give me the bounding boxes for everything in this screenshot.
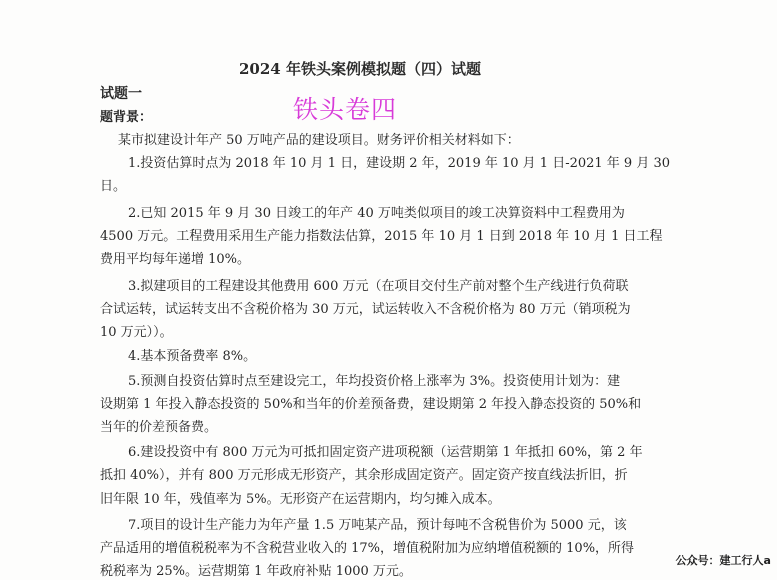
text-line: 2.已知 2015 年 9 月 30 日竣工的年产 40 万吨类似项目的竣工决算资料中工程费用为 (128, 206, 625, 221)
text-line: 某市拟建设计年产 50 万吨产品的建设项目。财务评价相关材料如下： (118, 133, 520, 148)
text-line: 抵扣 40%），并有 800 万元形成无形资产，其余形成固定资产。固定资产按直线法折旧，折 (100, 468, 628, 483)
page-title: 2024 年铁头案例模拟题（四）试题 (239, 60, 481, 78)
wechat-account-label: 公众号：建工行人a (675, 554, 771, 567)
text-line: 设期第 1 年投入静态投资的 50%和当年的价差预备费，建设期第 2 年投入静态投资的 50%和 (100, 397, 642, 412)
text-line: 当年的价差预备费。 (100, 420, 218, 435)
text-line: 费用平均每年递增 10%。 (100, 252, 251, 267)
section-heading: 试题一 (100, 86, 142, 102)
text-line: 6.建设投资中有 800 万元为可抵扣固定资产进项税额（运营期第 1 年抵扣 60%，第 2 年 (128, 445, 643, 460)
text-line: 4.基本预备费率 8%。 (128, 349, 257, 364)
text-line: 产品适用的增值税税率为不含税营业收入的 17%，增值税附加为应纳增值税额的 10%，所得 (100, 541, 635, 556)
text-line: 日。 (100, 179, 127, 194)
text-line: 旧年限 10 年，残值率为 5%。无形资产在运营期内，均匀摊入成本。 (100, 492, 501, 507)
text-line: 4500 万元。工程费用采用生产能力指数法估算，2015 年 10 月 1 日到 2018 年 10 月 1 日工程 (100, 229, 663, 244)
text-line: 税税率为 25%。运营期第 1 年政府补贴 1000 万元。 (100, 564, 412, 579)
background-label: 题背景： (100, 110, 153, 125)
text-line: 7.项目的设计生产能力为年产量 1.5 万吨某产品，预计每吨不含税售价为 5000 元，该 (128, 518, 627, 533)
text-line: 10 万元））。 (100, 325, 173, 340)
text-line: 1.投资估算时点为 2018 年 10 月 1 日，建设期 2 年，2019 年 10 月 1 日-2021 年 9 月 30 (128, 156, 671, 171)
text-line: 5.预测自投资估算时点至建设完工，年均投资价格上涨率为 3%。投资使用计划为：建 (128, 374, 621, 389)
text-line: 合试运转，试运转支出不含税价格为 30 万元，试运转收入不含税价格为 80 万元（销项税为 (100, 302, 631, 317)
text-line: 3.拟建项目的工程建设其他费用 600 万元（在项目交付生产前对整个生产线进行负荷联 (128, 279, 629, 294)
watermark-stamp: 铁头卷四 (293, 95, 398, 124)
